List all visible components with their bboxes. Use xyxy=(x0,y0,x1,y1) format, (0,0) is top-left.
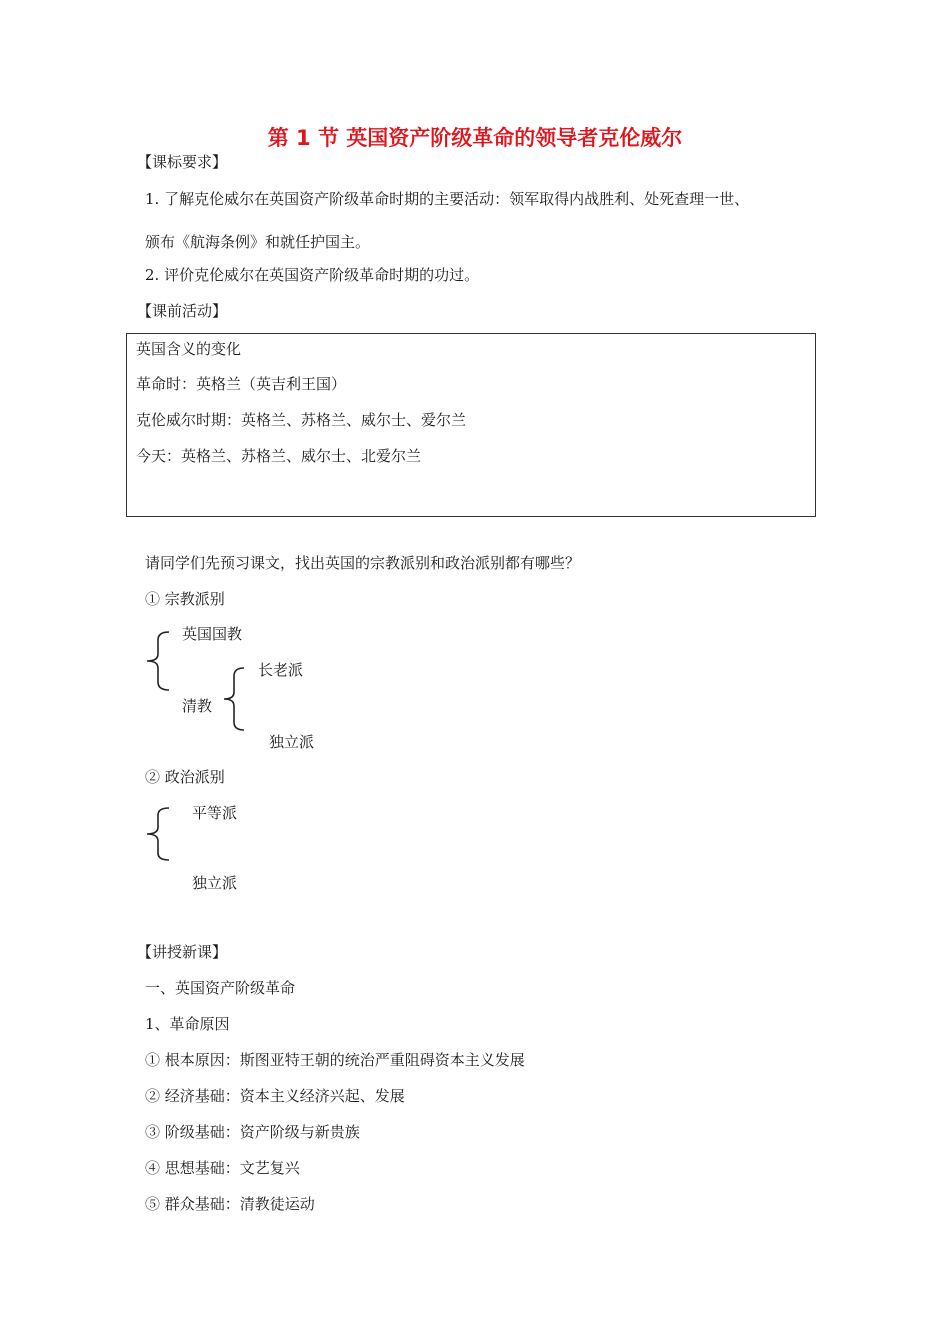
causes-heading: 1、革命原因 xyxy=(145,1015,230,1033)
cause-4: ④ 思想基础：文艺复兴 xyxy=(145,1159,300,1177)
preview-prompt: 请同学们先预习课文，找出英国的宗教派别和政治派别都有哪些？ xyxy=(145,554,581,572)
lecture-part-1: 一、英国资产阶级革命 xyxy=(145,979,296,997)
preclass-heading: 【课前活动】 xyxy=(137,302,228,320)
cause-1: ① 根本原因：斯图亚特王朝的统治严重阻碍资本主义发展 xyxy=(145,1051,525,1069)
puritanism: 清教 xyxy=(182,697,213,715)
cause-3: ③ 阶级基础：资产阶级与新贵族 xyxy=(145,1123,360,1141)
box-line-4: 今天：英格兰、苏格兰、威尔士、北爱尔兰 xyxy=(136,447,422,465)
anglican-church: 英国国教 xyxy=(182,625,243,643)
independents-political: 独立派 xyxy=(192,874,238,892)
box-line-1: 英国含义的变化 xyxy=(136,340,242,358)
political-factions-heading: ② 政治派别 xyxy=(145,768,225,786)
page-title: 第 1 节 英国资产阶级革命的领导者克伦威尔 xyxy=(267,126,683,150)
standards-item-2: 2. 评价克伦威尔在英国资产阶级革命时期的功过。 xyxy=(145,266,480,284)
cause-5: ⑤ 群众基础：清教徒运动 xyxy=(145,1195,315,1213)
presbyterians: 长老派 xyxy=(258,661,304,679)
puritan-brace xyxy=(220,666,248,732)
standards-item-1-line-2: 颁布《航海条例》和就任护国主。 xyxy=(145,233,371,251)
box-line-3: 克伦威尔时期：英格兰、苏格兰、威尔士、爱尔兰 xyxy=(136,411,467,429)
box-line-2: 革命时：英格兰（英吉利王国） xyxy=(136,375,347,393)
cause-2: ② 经济基础：资本主义经济兴起、发展 xyxy=(145,1087,405,1105)
standards-heading: 【课标要求】 xyxy=(137,153,228,171)
levellers: 平等派 xyxy=(192,804,238,822)
lecture-heading: 【讲授新课】 xyxy=(137,943,228,961)
standards-item-1-line-1: 1. 了解克伦威尔在英国资产阶级革命时期的主要活动：领军取得内战胜利、处死查理一世、 xyxy=(145,190,750,208)
england-meaning-box xyxy=(126,333,816,517)
religious-factions-heading: ① 宗教派别 xyxy=(145,590,225,608)
religious-brace xyxy=(143,630,173,692)
political-brace xyxy=(143,806,173,862)
independents-religious: 独立派 xyxy=(269,733,315,751)
